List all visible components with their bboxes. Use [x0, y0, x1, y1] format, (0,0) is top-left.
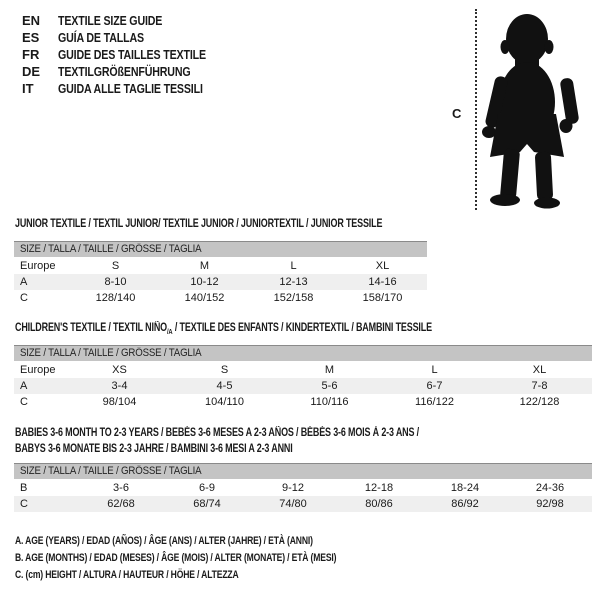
lang-code: FR — [22, 47, 40, 62]
column-header-row — [14, 258, 427, 274]
size-header-bar: SIZE / TALLA / TAILLE / GRÖSSE / TAGLIA — [14, 463, 592, 479]
footnote-a: A. AGE (YEARS) / EDAD (AÑOS) / ÂGE (ANS) / ALTER (JAHRE) / ETÀ (ANNI) — [15, 535, 313, 547]
lang-label: GUIDE DES TAILLES TEXTILE — [58, 47, 206, 62]
lang-row-it — [22, 80, 238, 97]
value-cell: 86/92 — [451, 498, 479, 510]
lang-code: DE — [22, 64, 41, 79]
row-label-cell: A — [20, 276, 28, 288]
lang-row-fr — [22, 46, 238, 63]
babies-table — [14, 480, 592, 512]
lang-code: IT — [22, 81, 34, 96]
junior-table-title: JUNIOR TEXTILE / TEXTIL JUNIOR/ TEXTILE JUNIOR / JUNIORTEXTIL / JUNIOR TESSILE — [15, 218, 383, 230]
row-label-cell: B — [20, 482, 28, 494]
column-header-cell: XL — [375, 260, 390, 272]
children-table — [14, 362, 592, 410]
value-cell: 104/110 — [205, 396, 244, 408]
footnote-c: C. (cm) HEIGHT / ALTURA / HAUTEUR / HÖHE / ALTEZZA — [15, 569, 239, 581]
language-list — [22, 12, 238, 97]
value-cell: 74/80 — [279, 498, 307, 510]
column-header-cell: XL — [532, 364, 547, 376]
junior-table — [14, 258, 427, 306]
value-cell: 152/158 — [273, 292, 314, 304]
value-cell: 68/74 — [193, 498, 221, 510]
lang-label: TEXTILE SIZE GUIDE — [58, 13, 163, 28]
footnote-b: B. AGE (MONTHS) / EDAD (MESES) / ÂGE (MOIS) / ALTER (MONATE) / ETÀ (MESI) — [15, 552, 337, 564]
lang-label: TEXTILGRÖßENFÜHRUNG — [58, 64, 191, 79]
column-header-cell: M — [324, 364, 335, 376]
size-header-bar: SIZE / TALLA / TAILLE / GRÖSSE / TAGLIA — [14, 241, 427, 257]
table-row-c — [14, 496, 592, 512]
table-row-c — [14, 290, 427, 306]
column-header-cell: XS — [112, 364, 127, 376]
footnotes — [15, 533, 427, 584]
babies-size-table — [14, 463, 592, 512]
column-header-cell: M — [199, 260, 210, 272]
value-cell: 3-6 — [113, 482, 129, 494]
table-row-a — [14, 274, 427, 290]
value-cell: 18-24 — [450, 482, 480, 494]
value-cell: 12-18 — [364, 482, 394, 494]
children-size-table — [14, 345, 592, 410]
table-row-b — [14, 480, 592, 496]
value-cell: 9-12 — [281, 482, 305, 494]
value-cell: 92/98 — [536, 498, 564, 510]
row-label-cell: A — [20, 380, 28, 392]
children-table-title: CHILDREN'S TEXTILE / TEXTIL $NIÑO_{/A}$ / TEXTILE DES ENFANTS / KINDERTEXTIL / BAMBINI TESSILE — [15, 322, 432, 336]
value-cell: 158/170 — [362, 292, 403, 304]
lang-row-es — [22, 29, 238, 46]
value-cell: 24-36 — [535, 482, 565, 494]
column-header-cell: L — [431, 364, 438, 376]
lang-code: EN — [22, 13, 41, 28]
value-cell: 6-9 — [199, 482, 215, 494]
lang-row-en — [22, 12, 238, 29]
junior-size-table — [14, 241, 427, 306]
value-cell: 10-12 — [190, 276, 219, 288]
height-measure-label: C — [452, 106, 462, 121]
babies-table-title: BABIES 3-6 MONTH TO 2-3 YEARS / BEBÉS 3-6 MESES A 2-3 AÑOS / BÉBÉS 3-6 MOIS À 2-3 ANS / BABYS 3-6 MONATE BIS 2-3 JAHRE / BAMBINI 3-6 MESI A 2-3 ANNI — [15, 427, 419, 455]
column-header-cell: Europe — [20, 364, 56, 376]
value-cell: 4-5 — [216, 380, 233, 392]
value-cell: 12-13 — [279, 276, 308, 288]
value-cell: 140/152 — [184, 292, 225, 304]
value-cell: 7-8 — [531, 380, 548, 392]
lang-code: ES — [22, 30, 40, 45]
value-cell: 6-7 — [426, 380, 443, 392]
row-label-cell: C — [20, 498, 28, 510]
size-header-bar: SIZE / TALLA / TAILLE / GRÖSSE / TAGLIA — [14, 345, 592, 361]
value-cell: 128/140 — [95, 292, 136, 304]
value-cell: 110/116 — [310, 396, 349, 408]
row-label-cell: C — [20, 396, 28, 408]
value-cell: 122/128 — [519, 396, 560, 408]
value-cell: 98/104 — [102, 396, 137, 408]
column-header-row — [14, 362, 592, 378]
value-cell: 8-10 — [104, 276, 127, 288]
column-header-cell: S — [220, 364, 229, 376]
column-header-cell: S — [111, 260, 120, 272]
lang-label: GUÍA DE TALLAS — [58, 30, 144, 45]
value-cell: 3-4 — [111, 380, 128, 392]
value-cell: 80/86 — [365, 498, 393, 510]
subscript-a: /A — [166, 326, 173, 336]
column-header-cell: Europe — [20, 260, 56, 272]
table-row-c — [14, 394, 592, 410]
lang-label: GUIDA ALLE TAGLIE TESSILI — [58, 81, 203, 96]
value-cell: 14-16 — [368, 276, 397, 288]
value-cell: 62/68 — [107, 498, 135, 510]
value-cell: 116/122 — [415, 396, 454, 408]
column-header-cell: L — [290, 260, 297, 272]
value-cell: 5-6 — [321, 380, 338, 392]
lang-row-de — [22, 63, 238, 80]
table-row-a — [14, 378, 592, 394]
row-label-cell: C — [20, 292, 28, 304]
baby-silhouette-icon — [477, 6, 594, 209]
